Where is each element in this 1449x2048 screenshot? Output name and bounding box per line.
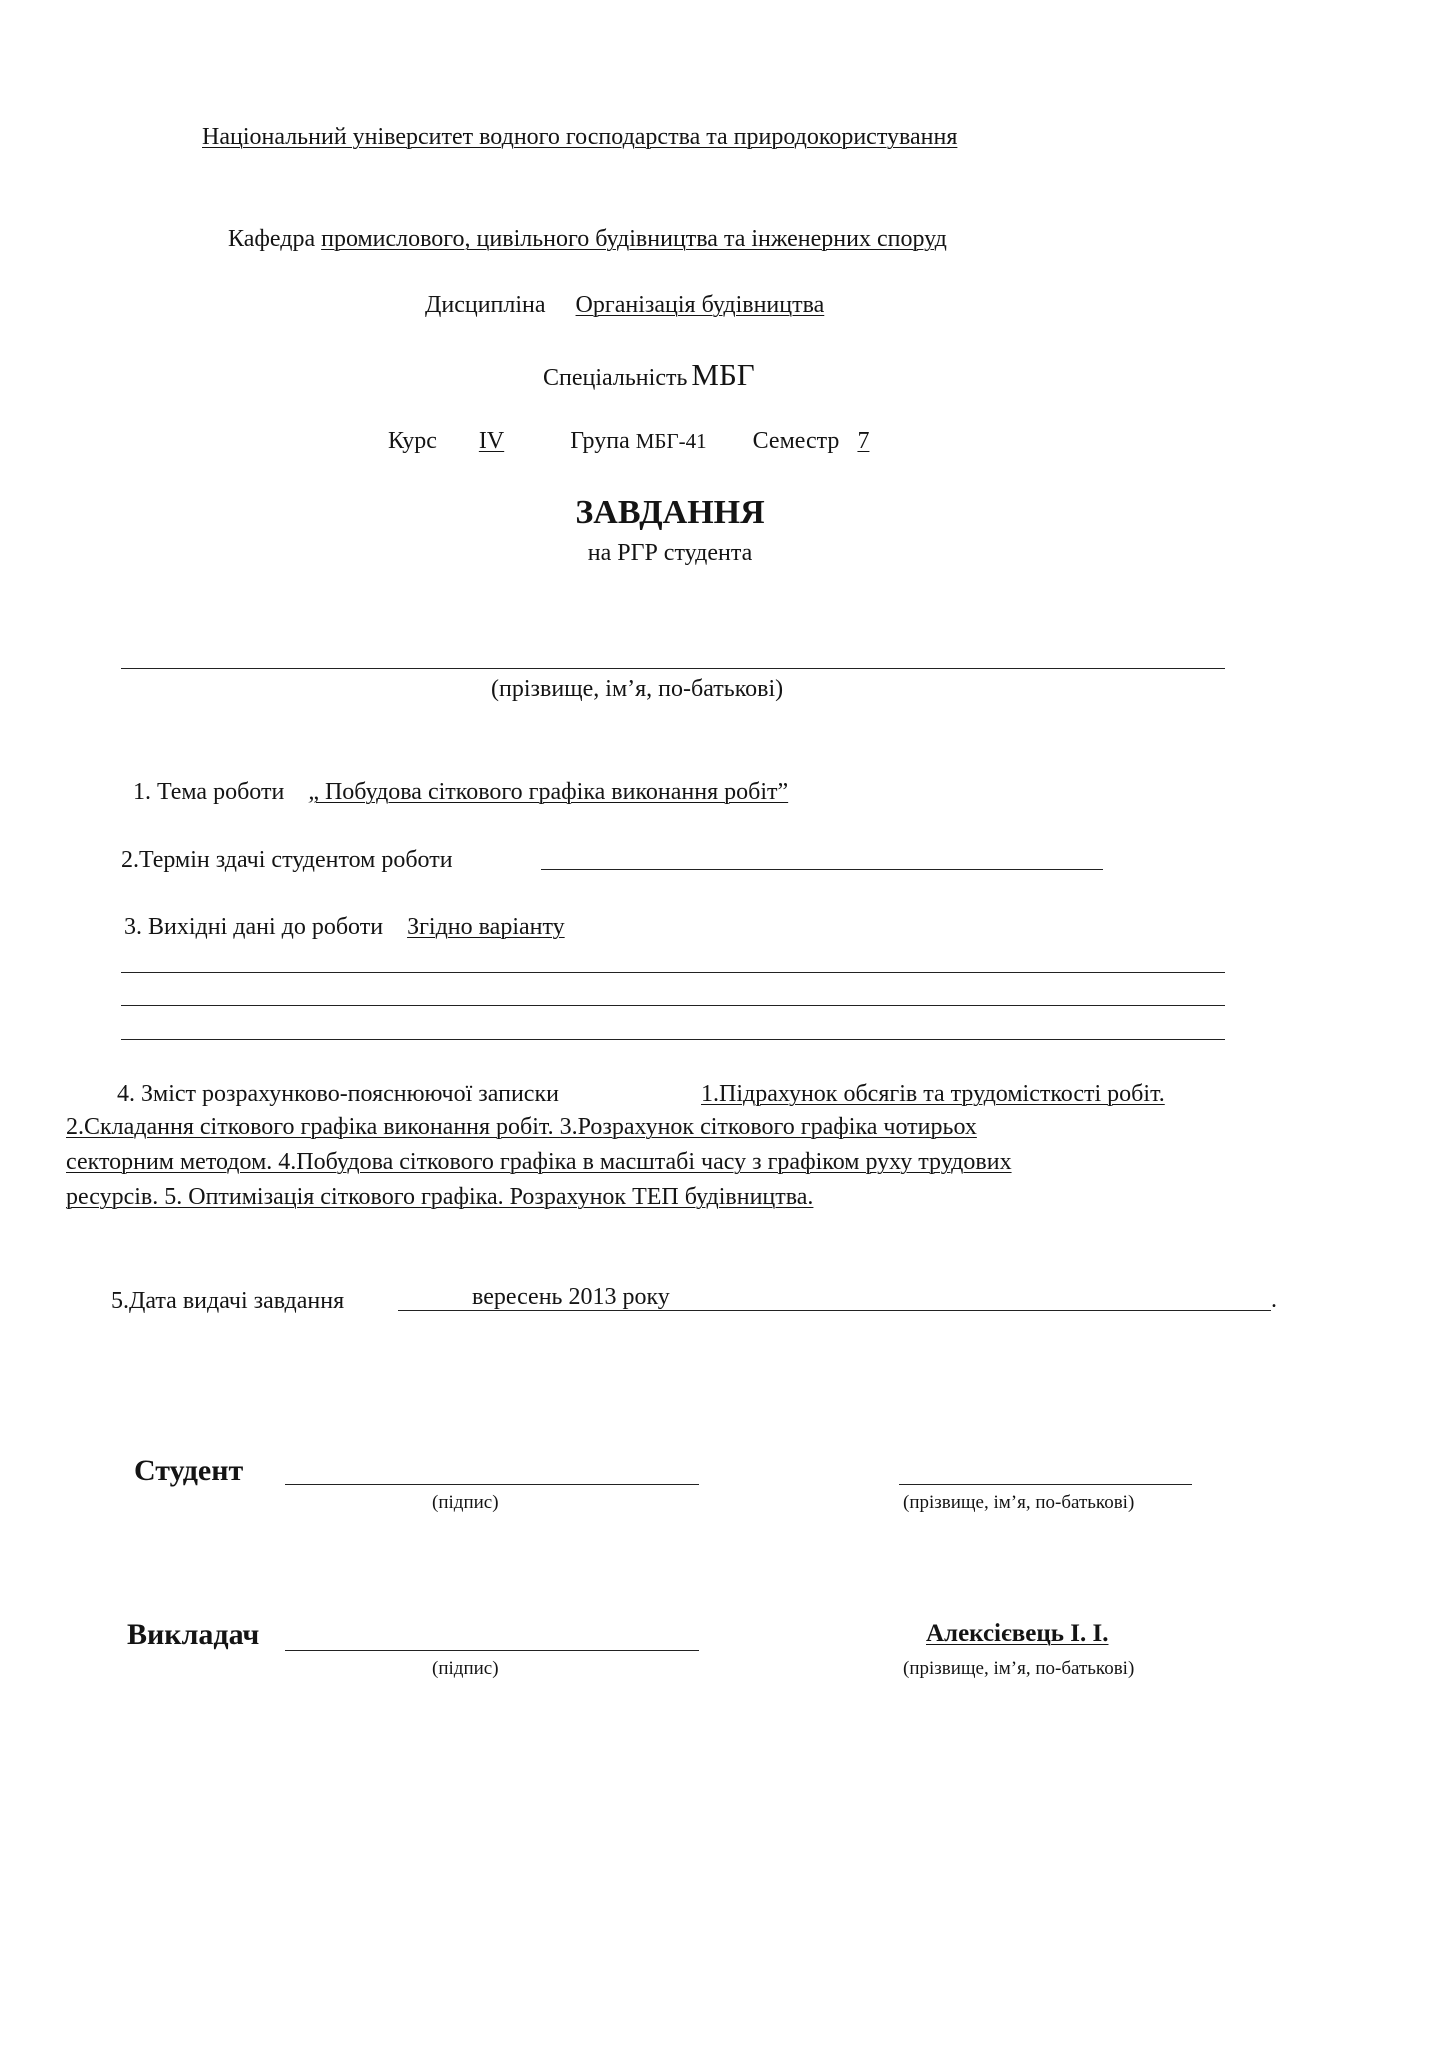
university-name: Національний університет водного господарства та природокористування: [202, 124, 958, 150]
input-blank-line-1: [121, 972, 1225, 973]
issue-label: 5.Дата видачі завдання: [111, 1288, 345, 1314]
input-row: [124, 914, 565, 941]
document-title: ЗАВДАННЯ: [575, 494, 765, 531]
input-blank-line-2: [121, 1005, 1225, 1006]
document-subtitle: на РГР студента: [587, 540, 753, 566]
contents-line-4: ресурсів. 5. Оптимізація сіткового графіка. Розрахунок ТЕП будівництва.: [66, 1184, 814, 1210]
contents-line-1: 1.Підрахунок обсягів та трудомісткості робіт.: [701, 1081, 1165, 1107]
student-fullname-caption: (прізвище, ім’я, по-батькові): [903, 1492, 1135, 1513]
issue-end-mark: .: [1271, 1287, 1277, 1313]
specialty-label: Спеціальність: [543, 365, 688, 391]
specialty-row: [543, 357, 755, 393]
issue-value: вересень 2013 року: [472, 1284, 670, 1310]
input-blank-line-3: [121, 1039, 1225, 1040]
topic-row: [133, 779, 788, 806]
student-sign-caption: (підпис): [432, 1492, 499, 1513]
discipline-value: Організація будівництва: [575, 292, 825, 318]
deadline-line: [541, 869, 1103, 870]
course-row: [388, 428, 873, 455]
semester-label: Семестр: [752, 428, 840, 454]
contents-line-3: секторним методом. 4.Побудова сіткового графіка в масштабі часу з графіком руху трудових: [66, 1149, 1012, 1175]
department-label: Кафедра: [228, 226, 316, 252]
discipline-row: [425, 292, 824, 319]
discipline-label: Дисципліна: [425, 292, 546, 318]
teacher-sign-caption: (підпис): [432, 1658, 499, 1679]
teacher-name-caption: (прізвище, ім’я, по-батькові): [903, 1658, 1135, 1679]
student-name-line: [121, 668, 1225, 669]
student-signature-line: [285, 1484, 699, 1485]
semester-value: 7: [857, 428, 870, 454]
specialty-value: МБГ: [691, 357, 755, 392]
group-label: Група: [570, 428, 630, 454]
teacher-name: Алексієвець І. І.: [926, 1620, 1109, 1647]
topic-value: „ Побудова сіткового графіка виконання робіт”: [308, 779, 789, 805]
student-label: Студент: [134, 1454, 244, 1487]
input-label: 3. Вихідні дані до роботи: [124, 914, 384, 940]
contents-label: 4. Зміст розрахунково-пояснюючої записки: [117, 1081, 559, 1107]
input-value: Згідно варіанту: [407, 914, 565, 940]
topic-label: 1. Тема роботи: [133, 779, 285, 805]
deadline-label: 2.Термін здачі студентом роботи: [121, 847, 453, 873]
teacher-label: Викладач: [127, 1618, 260, 1651]
department-row: [228, 226, 947, 253]
student-name-caption: (прізвище, ім’я, по-батькові): [491, 676, 784, 702]
department-value: промислового, цивільного будівництва та інженерних споруд: [321, 226, 947, 252]
teacher-signature-line: [285, 1650, 699, 1651]
course-label: Курс: [388, 428, 437, 454]
contents-line-2: 2.Складання сіткового графіка виконання робіт. 3.Розрахунок сіткового графіка чотирьох: [66, 1114, 977, 1140]
group-value: МБГ-41: [635, 429, 707, 453]
course-value: IV: [478, 428, 505, 454]
student-fullname-line: [899, 1484, 1192, 1485]
